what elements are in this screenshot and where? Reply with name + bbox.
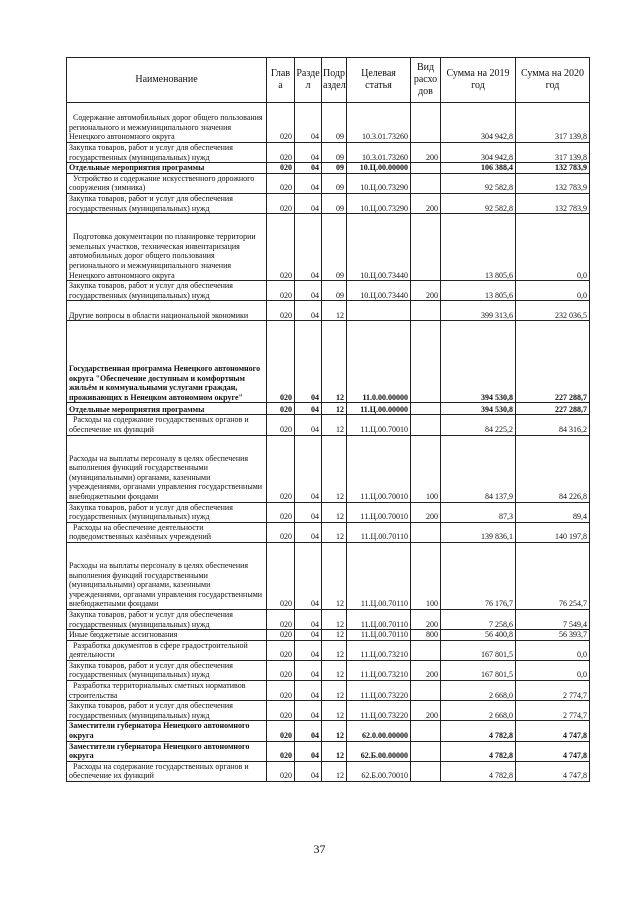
cell-razdel: 04 [295, 640, 322, 660]
cell-name: Закупка товаров, работ и услуг для обеспечения государственных (муниципальных) нужд [67, 701, 267, 721]
table-row [67, 403, 590, 415]
cell-glava: 020 [267, 522, 295, 542]
budget-table [66, 57, 590, 782]
cell-vid: 200 [411, 281, 441, 301]
cell-podrazdel: 12 [322, 681, 347, 701]
cell-name: Другие вопросы в области национальной экономики [67, 301, 267, 321]
cell-razdel: 04 [295, 321, 322, 403]
header-vid: Вид расхо дов [411, 58, 441, 103]
cell-podrazdel: 12 [322, 721, 347, 741]
cell-podrazdel: 12 [322, 502, 347, 522]
cell-glava: 020 [267, 630, 295, 641]
header-razdel: Разде л [295, 58, 322, 103]
cell-vid [411, 321, 441, 403]
cell-glava: 020 [267, 403, 295, 415]
cell-razdel: 04 [295, 630, 322, 641]
page-number: 37 [313, 842, 326, 856]
table-row [67, 103, 590, 143]
cell-name: Расходы на обеспечение деятельности подведомственных казённых учреждений [67, 522, 267, 542]
cell-razdel: 04 [295, 701, 322, 721]
cell-sum-2020: 89,4 [516, 502, 590, 522]
table-row [67, 721, 590, 741]
cell-vid [411, 403, 441, 415]
table-row [67, 502, 590, 522]
cell-razdel: 04 [295, 143, 322, 163]
table-row [67, 741, 590, 761]
cell-podrazdel: 12 [322, 321, 347, 403]
cell-name: Расходы на выплаты персоналу в целях обеспечения выполнения функций государственными (муниципальными) органами, казенными учреждениями, органами управления государственными внебюджетными фондами [67, 435, 267, 502]
cell-sum-2019: 399 313,6 [441, 301, 516, 321]
table-body [67, 103, 590, 782]
cell-name: Иные бюджетные ассигнования [67, 630, 267, 641]
cell-sum-2020: 84 316,2 [516, 415, 590, 435]
header-name: Наименование [67, 58, 267, 103]
cell-podrazdel: 12 [322, 301, 347, 321]
table-row [67, 281, 590, 301]
cell-sum-2020: 56 393,7 [516, 630, 590, 641]
cell-sum-2020: 4 747,8 [516, 721, 590, 741]
cell-sum-2020: 140 197,8 [516, 522, 590, 542]
cell-razdel: 04 [295, 173, 322, 193]
cell-sum-2019: 394 530,8 [441, 403, 516, 415]
cell-sum-2020: 7 549,4 [516, 609, 590, 629]
cell-razdel: 04 [295, 721, 322, 741]
cell-name: Содержание автомобильных дорог общего пользования регионального и межмуниципального значения Ненецкого автономного округа [67, 103, 267, 143]
cell-podrazdel: 09 [322, 143, 347, 163]
cell-name: Отдельные мероприятия программы [67, 403, 267, 415]
header-sum-2019: Сумма на 2019 год [441, 58, 516, 103]
cell-podrazdel: 09 [322, 281, 347, 301]
cell-sum-2020: 0,0 [516, 214, 590, 281]
cell-statya: 11.Ц.00.70010 [347, 415, 411, 435]
cell-sum-2019: 92 582,8 [441, 193, 516, 213]
cell-sum-2019: 4 782,8 [441, 721, 516, 741]
cell-razdel: 04 [295, 502, 322, 522]
cell-statya: 62.0.00.00000 [347, 721, 411, 741]
header-sum-2020: Сумма на 2020 год [516, 58, 590, 103]
cell-statya: 11.Ц.00.73210 [347, 660, 411, 680]
cell-statya: 11.Ц.00.73220 [347, 681, 411, 701]
cell-vid: 200 [411, 143, 441, 163]
cell-sum-2020: 132 783,9 [516, 163, 590, 174]
cell-podrazdel: 09 [322, 173, 347, 193]
cell-sum-2019: 304 942,8 [441, 103, 516, 143]
cell-glava: 020 [267, 542, 295, 609]
table-row [67, 321, 590, 403]
cell-vid: 200 [411, 193, 441, 213]
cell-podrazdel: 12 [322, 630, 347, 641]
cell-vid [411, 163, 441, 174]
cell-glava: 020 [267, 502, 295, 522]
table-row [67, 630, 590, 641]
header-glava: Глав а [267, 58, 295, 103]
cell-glava: 020 [267, 660, 295, 680]
cell-name: Закупка товаров, работ и услуг для обеспечения государственных (муниципальных) нужд [67, 502, 267, 522]
table-row [67, 415, 590, 435]
cell-vid: 800 [411, 630, 441, 641]
table-row [67, 660, 590, 680]
cell-sum-2020: 317 139,8 [516, 103, 590, 143]
cell-glava: 020 [267, 721, 295, 741]
cell-sum-2019: 2 668,0 [441, 701, 516, 721]
table-row [67, 143, 590, 163]
cell-statya: 10.Ц.00.73290 [347, 173, 411, 193]
cell-sum-2020: 227 288,7 [516, 321, 590, 403]
table-row [67, 609, 590, 629]
cell-sum-2020: 2 774,7 [516, 681, 590, 701]
cell-sum-2020: 0,0 [516, 640, 590, 660]
cell-podrazdel: 12 [322, 609, 347, 629]
cell-sum-2019: 7 258,6 [441, 609, 516, 629]
cell-sum-2020: 317 139,8 [516, 143, 590, 163]
cell-podrazdel: 12 [322, 403, 347, 415]
table-row [67, 435, 590, 502]
cell-glava: 020 [267, 609, 295, 629]
cell-name: Расходы на содержание государственных органов и обеспечение их функций [67, 415, 267, 435]
table-row [67, 522, 590, 542]
cell-razdel: 04 [295, 301, 322, 321]
cell-statya: 11.Ц.00.73220 [347, 701, 411, 721]
cell-statya: 10.Ц.00.00000 [347, 163, 411, 174]
cell-sum-2020: 84 226,8 [516, 435, 590, 502]
cell-sum-2019: 84 137,9 [441, 435, 516, 502]
cell-sum-2019: 4 782,8 [441, 761, 516, 781]
cell-sum-2020: 2 774,7 [516, 701, 590, 721]
cell-sum-2019: 92 582,8 [441, 173, 516, 193]
cell-vid [411, 301, 441, 321]
cell-name: Закупка товаров, работ и услуг для обеспечения государственных (муниципальных) нужд [67, 281, 267, 301]
cell-sum-2019: 167 801,5 [441, 660, 516, 680]
cell-glava: 020 [267, 214, 295, 281]
cell-name: Расходы на содержание государственных органов и обеспечение их функций [67, 761, 267, 781]
cell-name: Заместители губернатора Ненецкого автономного округа [67, 741, 267, 761]
cell-statya: 10.3.01.73260 [347, 143, 411, 163]
cell-vid: 200 [411, 701, 441, 721]
cell-vid: 100 [411, 435, 441, 502]
cell-name: Заместители губернатора Ненецкого автономного округа [67, 721, 267, 741]
cell-statya: 10.Ц.00.73440 [347, 281, 411, 301]
cell-glava: 020 [267, 103, 295, 143]
cell-sum-2020: 132 783,9 [516, 193, 590, 213]
cell-razdel: 04 [295, 214, 322, 281]
cell-sum-2020: 0,0 [516, 281, 590, 301]
table-header [67, 58, 590, 103]
cell-sum-2019: 106 388,4 [441, 163, 516, 174]
cell-vid [411, 522, 441, 542]
cell-razdel: 04 [295, 741, 322, 761]
cell-glava: 020 [267, 761, 295, 781]
cell-razdel: 04 [295, 522, 322, 542]
cell-sum-2019: 167 801,5 [441, 640, 516, 660]
cell-sum-2020: 76 254,7 [516, 542, 590, 609]
cell-sum-2020: 0,0 [516, 660, 590, 680]
cell-statya: 11.Ц.00.70110 [347, 542, 411, 609]
cell-podrazdel: 12 [322, 741, 347, 761]
cell-vid: 100 [411, 542, 441, 609]
cell-glava: 020 [267, 193, 295, 213]
cell-razdel: 04 [295, 415, 322, 435]
cell-statya: 11.0.00.00000 [347, 321, 411, 403]
cell-statya: 11.Ц.00.00000 [347, 403, 411, 415]
cell-statya: 11.Ц.00.70110 [347, 609, 411, 629]
table-row [67, 173, 590, 193]
cell-vid: 200 [411, 660, 441, 680]
cell-sum-2020: 4 747,8 [516, 741, 590, 761]
cell-podrazdel: 12 [322, 640, 347, 660]
cell-statya: 10.Ц.00.73440 [347, 214, 411, 281]
cell-sum-2019: 304 942,8 [441, 143, 516, 163]
table-row [67, 301, 590, 321]
cell-name: Устройство и содержание искусственного дорожного сооружения (зимника) [67, 173, 267, 193]
cell-sum-2019: 56 400,8 [441, 630, 516, 641]
table-row [67, 542, 590, 609]
cell-glava: 020 [267, 173, 295, 193]
cell-statya: 10.3.01.73260 [347, 103, 411, 143]
table-row [67, 163, 590, 174]
cell-sum-2019: 84 225,2 [441, 415, 516, 435]
cell-razdel: 04 [295, 542, 322, 609]
cell-name: Расходы на выплаты персоналу в целях обеспечения выполнения функций государственными (муниципальными) органами, казенными учреждениями, органами управления государственными внебюджетными фондами [67, 542, 267, 609]
cell-vid [411, 103, 441, 143]
cell-razdel: 04 [295, 435, 322, 502]
cell-glava: 020 [267, 640, 295, 660]
cell-vid [411, 761, 441, 781]
cell-statya: 11.Ц.00.70010 [347, 435, 411, 502]
cell-glava: 020 [267, 163, 295, 174]
cell-vid [411, 741, 441, 761]
cell-razdel: 04 [295, 761, 322, 781]
cell-name: Разработка документов в сфере градостроительной деятельности [67, 640, 267, 660]
table-row [67, 193, 590, 213]
cell-podrazdel: 09 [322, 103, 347, 143]
cell-glava: 020 [267, 321, 295, 403]
header-statya: Целевая статья [347, 58, 411, 103]
cell-sum-2019: 13 805,6 [441, 281, 516, 301]
cell-podrazdel: 09 [322, 163, 347, 174]
cell-sum-2019: 139 836,1 [441, 522, 516, 542]
table-row [67, 214, 590, 281]
cell-glava: 020 [267, 741, 295, 761]
cell-sum-2020: 232 036,5 [516, 301, 590, 321]
cell-name: Закупка товаров, работ и услуг для обеспечения государственных (муниципальных) нужд [67, 609, 267, 629]
cell-statya: 62.Б.00.70010 [347, 761, 411, 781]
cell-razdel: 04 [295, 609, 322, 629]
cell-vid [411, 721, 441, 741]
cell-name: Государственная программа Ненецкого автономного округа "Обеспечение доступным и комфортным жильём и коммунальными услугами граждан, проживающих в Ненецком автономном округе" [67, 321, 267, 403]
cell-glava: 020 [267, 415, 295, 435]
cell-razdel: 04 [295, 193, 322, 213]
cell-name: Отдельные мероприятия программы [67, 163, 267, 174]
cell-razdel: 04 [295, 681, 322, 701]
table-row [67, 701, 590, 721]
cell-vid: 200 [411, 502, 441, 522]
cell-statya: 11.Ц.00.70110 [347, 630, 411, 641]
cell-sum-2019: 13 805,6 [441, 214, 516, 281]
cell-glava: 020 [267, 281, 295, 301]
cell-name: Закупка товаров, работ и услуг для обеспечения государственных (муниципальных) нужд [67, 193, 267, 213]
cell-sum-2020: 227 288,7 [516, 403, 590, 415]
cell-podrazdel: 12 [322, 542, 347, 609]
cell-podrazdel: 12 [322, 522, 347, 542]
cell-sum-2019: 4 782,8 [441, 741, 516, 761]
cell-vid [411, 640, 441, 660]
cell-podrazdel: 12 [322, 761, 347, 781]
cell-razdel: 04 [295, 281, 322, 301]
cell-glava: 020 [267, 435, 295, 502]
table-row [67, 640, 590, 660]
cell-sum-2019: 76 176,7 [441, 542, 516, 609]
cell-statya: 62.Б.00.00000 [347, 741, 411, 761]
cell-name: Разработка территориальных сметных нормативов строительства [67, 681, 267, 701]
cell-glava: 020 [267, 701, 295, 721]
header-podrazdel: Подр аздел [322, 58, 347, 103]
cell-podrazdel: 12 [322, 701, 347, 721]
cell-vid [411, 415, 441, 435]
cell-podrazdel: 12 [322, 660, 347, 680]
table-row [67, 761, 590, 781]
cell-statya: 11.Ц.00.70110 [347, 522, 411, 542]
cell-glava: 020 [267, 143, 295, 163]
cell-sum-2019: 87,3 [441, 502, 516, 522]
cell-name: Закупка товаров, работ и услуг для обеспечения государственных (муниципальных) нужд [67, 143, 267, 163]
cell-vid [411, 173, 441, 193]
cell-razdel: 04 [295, 660, 322, 680]
cell-statya: 10.Ц.00.73290 [347, 193, 411, 213]
cell-razdel: 04 [295, 163, 322, 174]
cell-sum-2019: 2 668,0 [441, 681, 516, 701]
cell-vid [411, 681, 441, 701]
cell-sum-2019: 394 530,8 [441, 321, 516, 403]
cell-razdel: 04 [295, 403, 322, 415]
cell-statya [347, 301, 411, 321]
cell-glava: 020 [267, 301, 295, 321]
table-row [67, 681, 590, 701]
cell-statya: 11.Ц.00.70010 [347, 502, 411, 522]
cell-podrazdel: 12 [322, 435, 347, 502]
cell-podrazdel: 09 [322, 214, 347, 281]
cell-sum-2020: 4 747,8 [516, 761, 590, 781]
cell-vid [411, 214, 441, 281]
cell-podrazdel: 09 [322, 193, 347, 213]
cell-glava: 020 [267, 681, 295, 701]
cell-sum-2020: 132 783,9 [516, 173, 590, 193]
cell-razdel: 04 [295, 103, 322, 143]
cell-vid: 200 [411, 609, 441, 629]
cell-name: Подготовка документации по планировке территории земельных участков, техническая инвентаризация автомобильных дорог общего пользования регионального и межмуниципального значения Ненецкого автономного округа [67, 214, 267, 281]
cell-statya: 11.Ц.00.73210 [347, 640, 411, 660]
cell-podrazdel: 12 [322, 415, 347, 435]
cell-name: Закупка товаров, работ и услуг для обеспечения государственных (муниципальных) нужд [67, 660, 267, 680]
